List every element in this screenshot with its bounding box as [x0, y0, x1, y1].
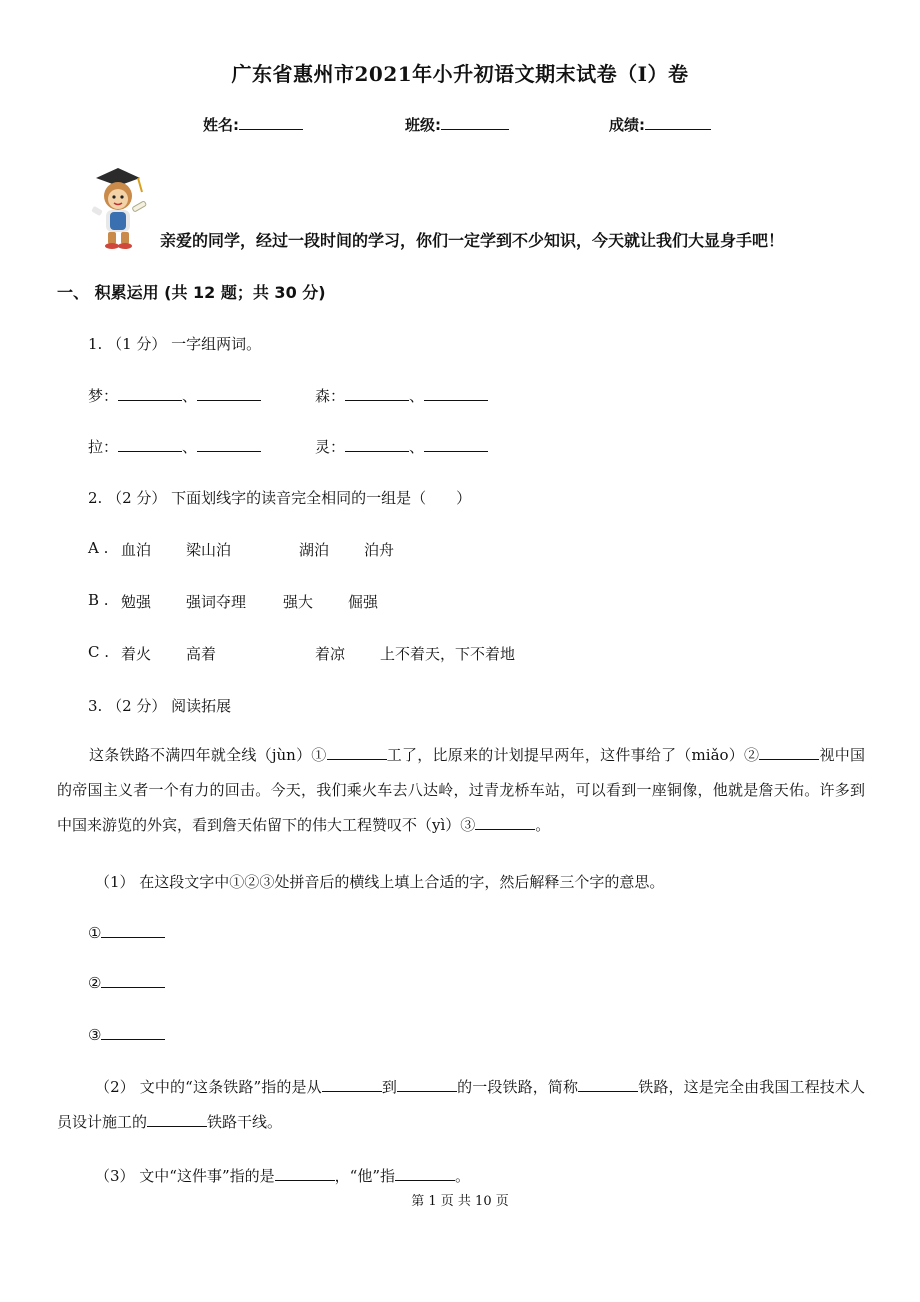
question-1-stem: 1. （1 分） 一字组两词。 [88, 335, 262, 353]
passage-text: 视中国的帝国主义者一个有力的回击。今天，我们乘火车去八达岭，过青龙桥车站，可以看到一座铜像，他就是詹天佑。许多到中国来游览的外宾，看到詹天佑留下的伟大工程赞叹不（yì）③ [57, 746, 865, 834]
sub2-text: 到 [381, 1078, 397, 1096]
option-word: 勉强 [121, 593, 152, 611]
answer-blank[interactable] [147, 1112, 207, 1127]
separator: 、 [182, 387, 198, 405]
q3-sub-2 [57, 1070, 865, 1140]
q1-char-sen: 森： [315, 387, 346, 405]
greeting-text: 亲爱的同学，经过一段时间的学习，你们一定学到不少知识，今天就让我们大显身手吧！ [160, 231, 785, 250]
sub2-text: （2） 文中的“这条铁路”指的是从 [95, 1078, 322, 1096]
answer-blank-3[interactable] [475, 815, 535, 830]
q3-sub-3 [95, 1165, 470, 1186]
sub2-text: 的一段铁路，简称 [457, 1078, 579, 1096]
sub2-text: 铁路干线。 [207, 1113, 283, 1131]
answer-blank-2[interactable] [759, 745, 819, 760]
page-footer: 第 1 页 共 10 页 [411, 1194, 509, 1209]
answer-blank[interactable] [345, 386, 409, 401]
option-word: 泊舟 [364, 541, 395, 559]
question-2-stem: 2. （2 分） 下面划线字的读音完全相同的一组是（ ） [88, 489, 472, 507]
q1-char-meng: 梦： [88, 387, 119, 405]
option-word: 着凉 [315, 645, 346, 663]
option-word: 强大 [283, 593, 314, 611]
answer-blank[interactable] [118, 437, 182, 452]
circle-number: ② [88, 974, 102, 992]
answer-blank[interactable] [275, 1166, 335, 1181]
passage-text: 。 [535, 816, 551, 834]
circle-number: ① [88, 924, 102, 942]
name-label: 姓名: [203, 116, 239, 134]
sub3-text: 。 [455, 1167, 471, 1185]
option-word: 湖泊 [299, 541, 330, 559]
q3-answer-2 [88, 973, 165, 992]
answer-blank[interactable] [322, 1077, 382, 1092]
answer-blank[interactable] [424, 386, 488, 401]
name-field [203, 114, 303, 135]
sub3-text: （3） 文中“这件事”指的是 [95, 1167, 275, 1185]
class-blank[interactable] [441, 115, 509, 130]
option-word: 高着 [186, 645, 217, 663]
answer-blank[interactable] [395, 1166, 455, 1181]
answer-blank[interactable] [197, 437, 261, 452]
q3-sub-1: （1） 在这段文字中①②③处拼音后的横线上填上合适的字，然后解释三个字的意思。 [95, 873, 665, 891]
score-field [609, 114, 711, 135]
circle-number: ③ [88, 1026, 102, 1044]
q3-answer-1 [88, 923, 165, 942]
answer-blank-1[interactable] [327, 745, 387, 760]
q1-row-2b [315, 436, 488, 457]
answer-blank[interactable] [397, 1077, 457, 1092]
option-letter: A . [88, 539, 109, 557]
separator: 、 [409, 387, 425, 405]
answer-blank[interactable] [578, 1077, 638, 1092]
answer-blank[interactable] [101, 1025, 165, 1040]
answer-blank[interactable] [424, 437, 488, 452]
score-label: 成绩: [609, 116, 645, 134]
class-label: 班级: [405, 116, 441, 134]
q1-row-1b [315, 385, 488, 406]
answer-blank[interactable] [345, 437, 409, 452]
separator: 、 [409, 438, 425, 456]
question-3-stem: 3. （2 分） 阅读拓展 [88, 697, 232, 715]
option-letter: C . [88, 643, 110, 661]
q1-row-2 [88, 436, 261, 457]
option-word: 着火 [121, 645, 152, 663]
name-blank[interactable] [239, 115, 303, 130]
passage-text: 工了，比原来的计划提早两年，这件事给了（miǎo）② [386, 746, 760, 764]
answer-blank[interactable] [118, 386, 182, 401]
passage-text: 这条铁路不满四年就全线（jùn）① [89, 746, 327, 764]
option-word: 倔强 [348, 593, 379, 611]
option-letter: B . [88, 591, 109, 609]
class-field [405, 114, 509, 135]
option-word: 血泊 [121, 541, 152, 559]
answer-blank[interactable] [197, 386, 261, 401]
section-heading: 一、 积累运用 (共 12 题；共 30 分) [57, 283, 326, 302]
score-blank[interactable] [645, 115, 711, 130]
answer-blank[interactable] [101, 923, 165, 938]
answer-blank[interactable] [101, 973, 165, 988]
page-title: 广东省惠州市2021年小升初语文期末试卷（I）卷 [231, 62, 689, 86]
separator: 、 [182, 438, 198, 456]
reading-passage [57, 738, 865, 843]
sub2-text: 铁路，这是完全由我国工程技术人员设计施工的 [57, 1078, 865, 1131]
graduate-mascot-icon [88, 164, 150, 250]
q1-char-ling: 灵： [315, 438, 346, 456]
q1-char-la: 拉： [88, 438, 119, 456]
option-word: 梁山泊 [186, 541, 232, 559]
sub3-text: ，“他”指 [334, 1167, 395, 1185]
option-word: 强词夺理 [186, 593, 247, 611]
q3-answer-3 [88, 1025, 165, 1044]
option-word: 上不着天，下不着地 [380, 645, 516, 663]
q1-row-1 [88, 385, 261, 406]
